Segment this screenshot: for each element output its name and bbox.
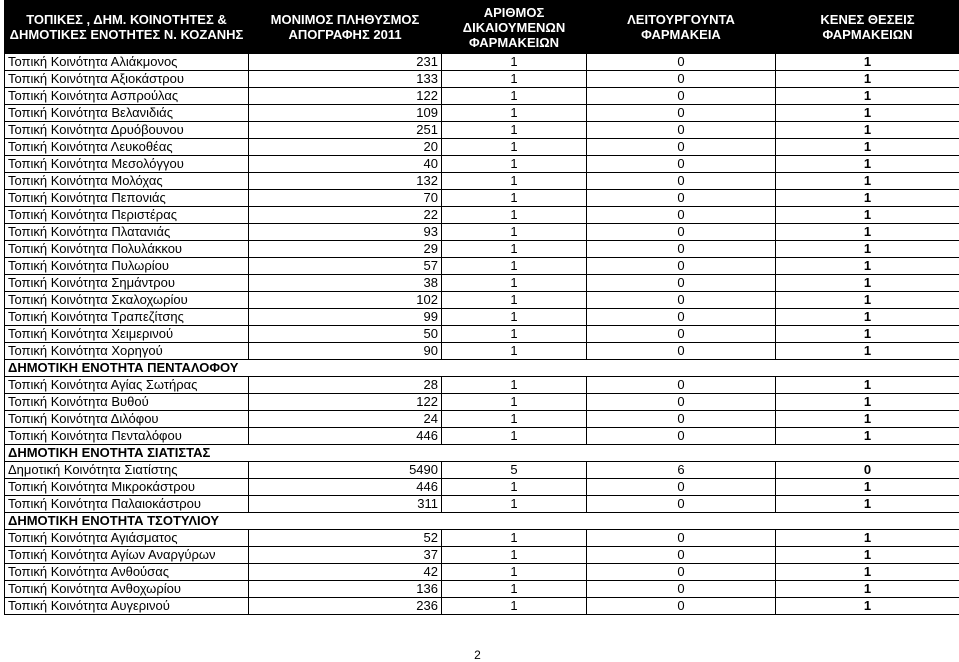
- population-cell: 93: [249, 224, 442, 241]
- community-name: Δημοτική Κοινότητα Σιατίστης: [5, 462, 249, 479]
- community-name: Τοπική Κοινότητα Πολυλάκκου: [5, 241, 249, 258]
- table-row: [5, 428, 959, 445]
- operating-cell: 0: [587, 309, 776, 326]
- operating-cell: 0: [587, 496, 776, 513]
- community-name: Τοπική Κοινότητα Πενταλόφου: [5, 428, 249, 445]
- population-cell: 70: [249, 190, 442, 207]
- vacant-cell: 1: [776, 547, 959, 564]
- population-cell: 38: [249, 275, 442, 292]
- operating-cell: 0: [587, 394, 776, 411]
- entitled-cell: 1: [442, 173, 587, 190]
- vacant-cell: 1: [776, 105, 959, 122]
- population-cell: 122: [249, 88, 442, 105]
- population-cell: 99: [249, 309, 442, 326]
- entitled-cell: 1: [442, 139, 587, 156]
- community-name: Τοπική Κοινότητα Αγιάσματος: [5, 530, 249, 547]
- table-row: [5, 496, 959, 513]
- population-cell: 102: [249, 292, 442, 309]
- table-row: [5, 156, 959, 173]
- operating-cell: 0: [587, 275, 776, 292]
- population-cell: 52: [249, 530, 442, 547]
- population-cell: 311: [249, 496, 442, 513]
- vacant-cell: 1: [776, 496, 959, 513]
- section-row: [5, 513, 959, 530]
- entitled-cell: 1: [442, 326, 587, 343]
- operating-cell: 0: [587, 207, 776, 224]
- entitled-cell: 1: [442, 88, 587, 105]
- population-cell: 109: [249, 105, 442, 122]
- vacant-cell: 1: [776, 411, 959, 428]
- operating-cell: 0: [587, 258, 776, 275]
- section-row: [5, 360, 959, 377]
- vacant-cell: 1: [776, 326, 959, 343]
- entitled-cell: 1: [442, 258, 587, 275]
- table-row: [5, 258, 959, 275]
- population-cell: 22: [249, 207, 442, 224]
- vacant-cell: 1: [776, 581, 959, 598]
- community-name: Τοπική Κοινότητα Αυγερινού: [5, 598, 249, 615]
- population-cell: 57: [249, 258, 442, 275]
- table-row: [5, 105, 959, 122]
- entitled-cell: 5: [442, 462, 587, 479]
- vacant-cell: 1: [776, 139, 959, 156]
- vacant-cell: 1: [776, 241, 959, 258]
- community-name: Τοπική Κοινότητα Διλόφου: [5, 411, 249, 428]
- header-entitled-pharmacies: ΑΡΙΘΜΟΣ ΔΙΚΑΙΟΥΜΕΝΩΝ ΦΑΡΜΑΚΕΙΩΝ: [442, 1, 587, 54]
- operating-cell: 0: [587, 547, 776, 564]
- operating-cell: 0: [587, 598, 776, 615]
- population-cell: 90: [249, 343, 442, 360]
- population-cell: 122: [249, 394, 442, 411]
- entitled-cell: 1: [442, 581, 587, 598]
- header-vacant-positions: ΚΕΝΕΣ ΘΕΣΕΙΣ ΦΑΡΜΑΚΕΙΩΝ: [776, 1, 959, 54]
- table-row: [5, 462, 959, 479]
- table-row: [5, 343, 959, 360]
- population-cell: 236: [249, 598, 442, 615]
- entitled-cell: 1: [442, 71, 587, 88]
- population-cell: 20: [249, 139, 442, 156]
- operating-cell: 0: [587, 224, 776, 241]
- table-row: [5, 598, 959, 615]
- population-cell: 29: [249, 241, 442, 258]
- operating-cell: 0: [587, 54, 776, 71]
- population-cell: 136: [249, 581, 442, 598]
- community-name: Τοπική Κοινότητα Αγίων Αναργύρων: [5, 547, 249, 564]
- population-cell: 42: [249, 564, 442, 581]
- community-name: Τοπική Κοινότητα Ασπρούλας: [5, 88, 249, 105]
- entitled-cell: 1: [442, 105, 587, 122]
- operating-cell: 0: [587, 326, 776, 343]
- community-name: Τοπική Κοινότητα Σημάντρου: [5, 275, 249, 292]
- table-row: [5, 241, 959, 258]
- vacant-cell: 1: [776, 207, 959, 224]
- entitled-cell: 1: [442, 343, 587, 360]
- community-name: Τοπική Κοινότητα Περιστέρας: [5, 207, 249, 224]
- table-row: [5, 71, 959, 88]
- table-body: [5, 54, 959, 615]
- table-row: [5, 207, 959, 224]
- community-name: Τοπική Κοινότητα Πυλωρίου: [5, 258, 249, 275]
- operating-cell: 0: [587, 122, 776, 139]
- entitled-cell: 1: [442, 54, 587, 71]
- community-name: Τοπική Κοινότητα Λευκοθέας: [5, 139, 249, 156]
- community-name: Τοπική Κοινότητα Πλατανιάς: [5, 224, 249, 241]
- pharmacy-table: [4, 0, 959, 615]
- operating-cell: 0: [587, 139, 776, 156]
- population-cell: 446: [249, 479, 442, 496]
- community-name: Τοπική Κοινότητα Σκαλοχωρίου: [5, 292, 249, 309]
- population-cell: 231: [249, 54, 442, 71]
- operating-cell: 0: [587, 564, 776, 581]
- vacant-cell: 1: [776, 224, 959, 241]
- table-row: [5, 54, 959, 71]
- community-name: Τοπική Κοινότητα Ανθοχωρίου: [5, 581, 249, 598]
- operating-cell: 0: [587, 88, 776, 105]
- population-cell: 133: [249, 71, 442, 88]
- operating-cell: 6: [587, 462, 776, 479]
- header-operating-pharmacies: ΛΕΙΤΟΥΡΓΟΥΝΤΑ ΦΑΡΜΑΚΕΙΑ: [587, 1, 776, 54]
- vacant-cell: 1: [776, 377, 959, 394]
- entitled-cell: 1: [442, 598, 587, 615]
- population-cell: 37: [249, 547, 442, 564]
- table-row: [5, 309, 959, 326]
- operating-cell: 0: [587, 156, 776, 173]
- vacant-cell: 1: [776, 190, 959, 207]
- operating-cell: 0: [587, 105, 776, 122]
- header-row: [5, 1, 959, 54]
- community-name: Τοπική Κοινότητα Μικροκάστρου: [5, 479, 249, 496]
- entitled-cell: 1: [442, 496, 587, 513]
- operating-cell: 0: [587, 343, 776, 360]
- table-row: [5, 394, 959, 411]
- section-title: ΔΗΜΟΤΙΚΗ ΕΝΟΤΗΤΑ ΠΕΝΤΑΛΟΦΟΥ: [5, 360, 959, 377]
- table-row: [5, 88, 959, 105]
- entitled-cell: 1: [442, 479, 587, 496]
- community-name: Τοπική Κοινότητα Χειμερινού: [5, 326, 249, 343]
- operating-cell: 0: [587, 581, 776, 598]
- entitled-cell: 1: [442, 394, 587, 411]
- operating-cell: 0: [587, 292, 776, 309]
- community-name: Τοπική Κοινότητα Μεσολόγγου: [5, 156, 249, 173]
- entitled-cell: 1: [442, 224, 587, 241]
- vacant-cell: 1: [776, 428, 959, 445]
- table-row: [5, 411, 959, 428]
- vacant-cell: 1: [776, 292, 959, 309]
- section-title: ΔΗΜΟΤΙΚΗ ΕΝΟΤΗΤΑ ΤΣΟΤΥΛΙΟΥ: [5, 513, 959, 530]
- community-name: Τοπική Κοινότητα Παλαιοκάστρου: [5, 496, 249, 513]
- table-row: [5, 173, 959, 190]
- population-cell: 40: [249, 156, 442, 173]
- table-row: [5, 530, 959, 547]
- operating-cell: 0: [587, 479, 776, 496]
- page-number: 2: [474, 648, 481, 662]
- vacant-cell: 1: [776, 530, 959, 547]
- operating-cell: 0: [587, 241, 776, 258]
- entitled-cell: 1: [442, 275, 587, 292]
- population-cell: 28: [249, 377, 442, 394]
- population-cell: 446: [249, 428, 442, 445]
- population-cell: 24: [249, 411, 442, 428]
- vacant-cell: 1: [776, 343, 959, 360]
- entitled-cell: 1: [442, 309, 587, 326]
- entitled-cell: 1: [442, 292, 587, 309]
- community-name: Τοπική Κοινότητα Ανθούσας: [5, 564, 249, 581]
- entitled-cell: 1: [442, 122, 587, 139]
- population-cell: 5490: [249, 462, 442, 479]
- operating-cell: 0: [587, 411, 776, 428]
- header-area: ΤΟΠΙΚΕΣ , ΔΗΜ. ΚΟΙΝΟΤΗΤΕΣ & ΔΗΜΟΤΙΚΕΣ ΕΝΟΤΗΤΕΣ Ν. ΚΟΖΑΝΗΣ: [5, 1, 249, 54]
- header-population: ΜΟΝΙΜΟΣ ΠΛΗΘΥΣΜΟΣ ΑΠΟΓΡΑΦΗΣ 2011: [249, 1, 442, 54]
- table-row: [5, 479, 959, 496]
- vacant-cell: 1: [776, 71, 959, 88]
- community-name: Τοπική Κοινότητα Βελανιδιάς: [5, 105, 249, 122]
- entitled-cell: 1: [442, 530, 587, 547]
- operating-cell: 0: [587, 173, 776, 190]
- table-row: [5, 190, 959, 207]
- entitled-cell: 1: [442, 241, 587, 258]
- entitled-cell: 1: [442, 207, 587, 224]
- operating-cell: 0: [587, 377, 776, 394]
- table-row: [5, 377, 959, 394]
- section-row: [5, 445, 959, 462]
- entitled-cell: 1: [442, 377, 587, 394]
- entitled-cell: 1: [442, 564, 587, 581]
- community-name: Τοπική Κοινότητα Δρυόβουνου: [5, 122, 249, 139]
- operating-cell: 0: [587, 190, 776, 207]
- entitled-cell: 1: [442, 190, 587, 207]
- community-name: Τοπική Κοινότητα Βυθού: [5, 394, 249, 411]
- community-name: Τοπική Κοινότητα Χορηγού: [5, 343, 249, 360]
- operating-cell: 0: [587, 530, 776, 547]
- vacant-cell: 1: [776, 173, 959, 190]
- table-row: [5, 275, 959, 292]
- vacant-cell: 1: [776, 88, 959, 105]
- vacant-cell: 1: [776, 258, 959, 275]
- table-row: [5, 122, 959, 139]
- table-row: [5, 326, 959, 343]
- community-name: Τοπική Κοινότητα Αξιοκάστρου: [5, 71, 249, 88]
- vacant-cell: 1: [776, 598, 959, 615]
- community-name: Τοπική Κοινότητα Τραπεζίτσης: [5, 309, 249, 326]
- table-row: [5, 224, 959, 241]
- operating-cell: 0: [587, 428, 776, 445]
- vacant-cell: 1: [776, 309, 959, 326]
- vacant-cell: 0: [776, 462, 959, 479]
- community-name: Τοπική Κοινότητα Πεπονιάς: [5, 190, 249, 207]
- section-title: ΔΗΜΟΤΙΚΗ ΕΝΟΤΗΤΑ ΣΙΑΤΙΣΤΑΣ: [5, 445, 959, 462]
- table-row: [5, 547, 959, 564]
- vacant-cell: 1: [776, 394, 959, 411]
- operating-cell: 0: [587, 71, 776, 88]
- table-row: [5, 581, 959, 598]
- population-cell: 132: [249, 173, 442, 190]
- vacant-cell: 1: [776, 275, 959, 292]
- community-name: Τοπική Κοινότητα Αγίας Σωτήρας: [5, 377, 249, 394]
- table-row: [5, 564, 959, 581]
- population-cell: 251: [249, 122, 442, 139]
- vacant-cell: 1: [776, 479, 959, 496]
- vacant-cell: 1: [776, 54, 959, 71]
- community-name: Τοπική Κοινότητα Μολόχας: [5, 173, 249, 190]
- population-cell: 50: [249, 326, 442, 343]
- table-row: [5, 292, 959, 309]
- vacant-cell: 1: [776, 122, 959, 139]
- entitled-cell: 1: [442, 428, 587, 445]
- entitled-cell: 1: [442, 547, 587, 564]
- vacant-cell: 1: [776, 156, 959, 173]
- table-row: [5, 139, 959, 156]
- entitled-cell: 1: [442, 156, 587, 173]
- entitled-cell: 1: [442, 411, 587, 428]
- vacant-cell: 1: [776, 564, 959, 581]
- community-name: Τοπική Κοινότητα Αλιάκμονος: [5, 54, 249, 71]
